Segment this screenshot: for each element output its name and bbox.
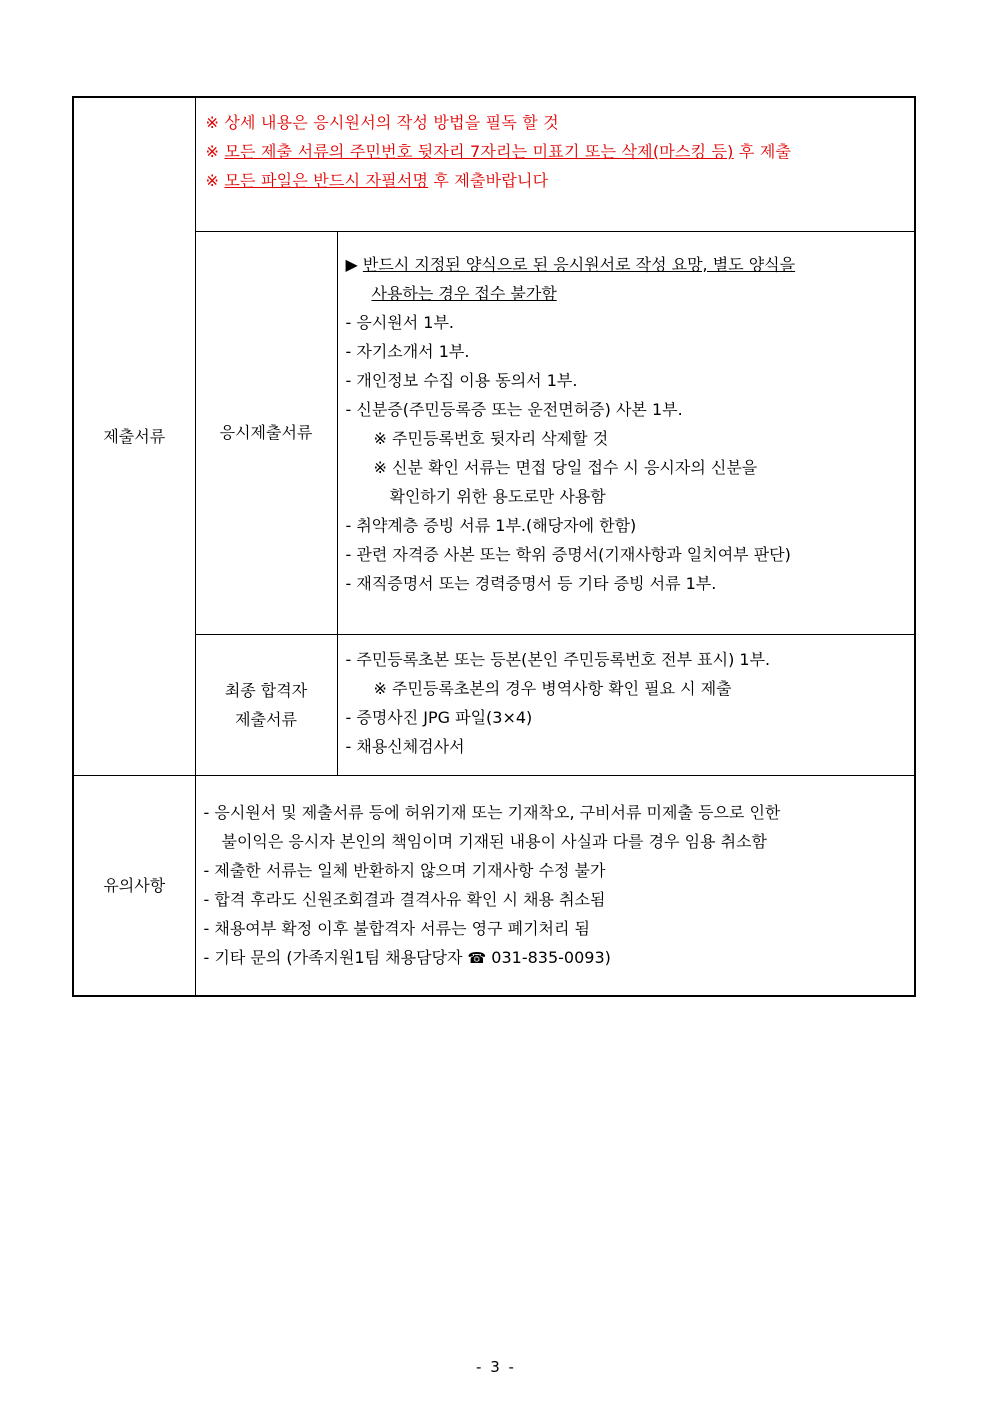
final-docs-label-2: 제출서류	[235, 709, 297, 729]
contact-phone: 031-835-0093)	[486, 947, 611, 967]
list-note-cont: 확인하기 위한 용도로만 사용함	[389, 486, 606, 506]
submission-label-cell	[73, 97, 195, 775]
document-table	[72, 96, 916, 997]
list-item-cont: 불이익은 응시자 본인의 책임이며 기재된 내용이 사실과 다를 경우 임용 취소함	[221, 831, 767, 851]
final-docs-label-cell	[195, 634, 337, 775]
list-item: - 개인정보 수집 이용 동의서 1부.	[345, 370, 578, 390]
cautions-list	[195, 775, 915, 996]
required-form-line-2: 사용하는 경우 접수 불가함	[371, 283, 557, 303]
list-item: - 주민등록초본 또는 등본(본인 주민등록번호 전부 표시) 1부.	[345, 649, 771, 669]
applicant-docs-label: 응시제출서류	[219, 423, 313, 442]
list-note: ※ 주민등록번호 뒷자리 삭제할 것	[373, 428, 609, 448]
list-item: - 자기소개서 1부.	[345, 341, 470, 361]
list-note: ※ 주민등록초본의 경우 병역사항 확인 필요 시 제출	[373, 678, 732, 698]
final-docs-label-1: 최종 합격자	[224, 680, 308, 700]
applicant-docs-list	[337, 231, 915, 634]
contact-line: - 기타 문의 (가족지원1팀 채용담당자 ☎ 031-835-0093)	[203, 947, 611, 967]
notice-line-1: ※ 상세 내용은 응시원서의 작성 방법을 필독 할 것	[205, 113, 559, 132]
cautions-label-cell	[73, 775, 195, 996]
list-item: - 응시원서 및 제출서류 등에 허위기재 또는 기재착오, 구비서류 미제출 등으로 인한	[203, 802, 781, 822]
final-docs-list	[337, 634, 915, 775]
page-number: - 3 -	[476, 1358, 516, 1376]
arrow-icon: ▶	[345, 254, 358, 274]
list-item: - 신분증(주민등록증 또는 운전면허증) 사본 1부.	[345, 399, 683, 419]
notice-line-2: ※ 모든 제출 서류의 주민번호 뒷자리 7자리는 미표기 또는 삭제(마스킹 등) 후 제출	[205, 142, 792, 161]
notice-line-3: ※ 모든 파일은 반드시 자필서명 후 제출바랍니다	[205, 171, 549, 190]
list-item: - 응시원서 1부.	[345, 312, 454, 332]
list-item: - 관련 자격증 사본 또는 학위 증명서(기재사항과 일치여부 판단)	[345, 544, 791, 564]
submission-label: 제출서류	[103, 426, 166, 446]
list-item: - 채용신체검사서	[345, 736, 465, 756]
cautions-label: 유의사항	[103, 875, 166, 895]
applicant-docs-label-cell	[195, 231, 337, 634]
notice-cell	[195, 97, 915, 231]
list-item: - 증명사진 JPG 파일(3×4)	[345, 707, 533, 727]
required-form-line-1: ▶ 반드시 지정된 양식으로 된 응시원서로 작성 요망, 별도 양식을	[345, 254, 796, 274]
list-note: ※ 신분 확인 서류는 면접 당일 접수 시 응시자의 신분을	[373, 457, 758, 477]
list-item: - 취약계층 증빙 서류 1부.(해당자에 한함)	[345, 515, 637, 535]
phone-icon: ☎	[467, 948, 487, 967]
list-item: - 재직증명서 또는 경력증명서 등 기타 증빙 서류 1부.	[345, 573, 717, 593]
list-item: - 합격 후라도 신원조회결과 결격사유 확인 시 채용 취소됨	[203, 889, 606, 909]
list-item: - 채용여부 확정 이후 불합격자 서류는 영구 폐기처리 됨	[203, 918, 590, 938]
list-item: - 제출한 서류는 일체 반환하지 않으며 기재사항 수정 불가	[203, 860, 606, 880]
